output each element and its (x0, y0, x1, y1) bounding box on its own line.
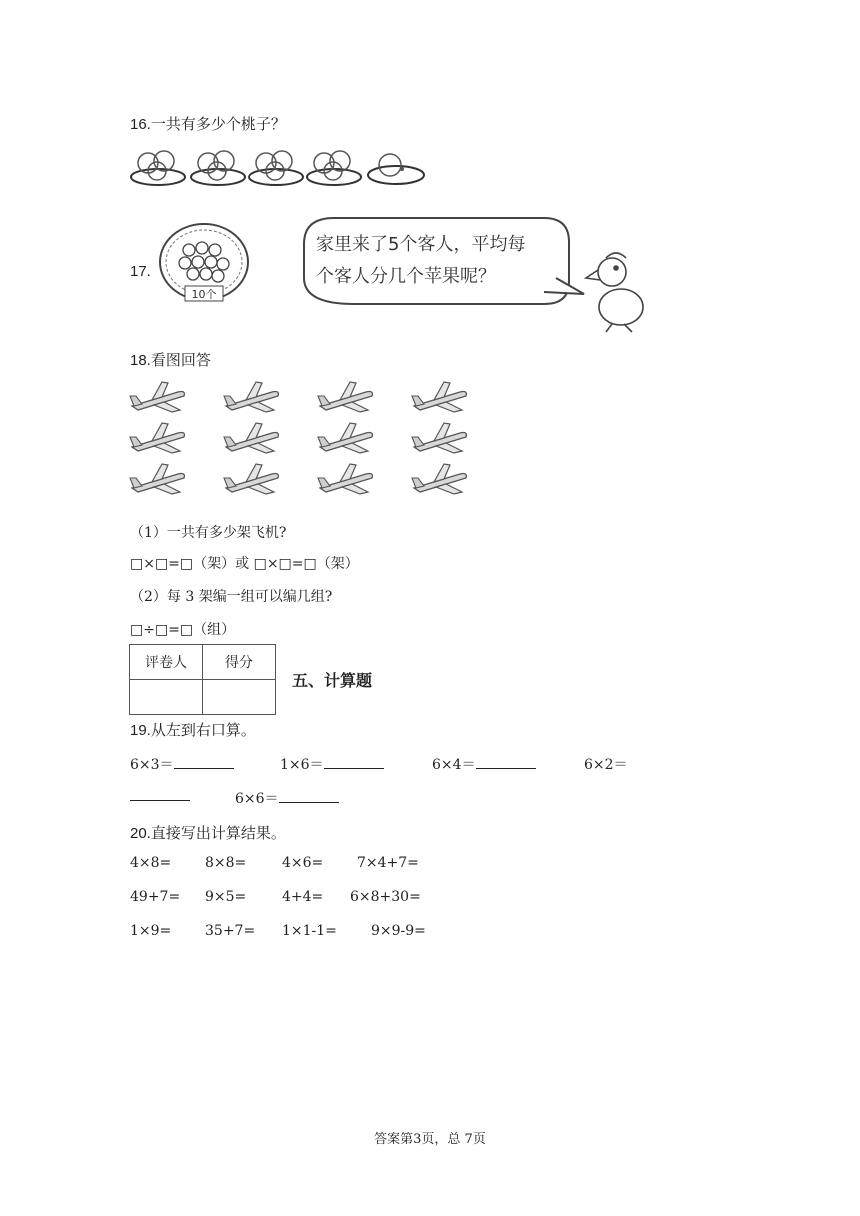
bubble-line-2: 个客人分几个苹果呢？ (316, 266, 496, 287)
q19-item-5-text: 6×6＝ (235, 791, 279, 807)
q20-row-1-col-4: 7×4+7= (357, 855, 419, 871)
q19-item-2 (280, 754, 384, 774)
q19-item-1-text: 6×3＝ (130, 757, 174, 773)
q20-row-2-col-3: 4+4= (282, 889, 324, 905)
airplane-icon (318, 382, 372, 412)
q19-answer-blank-5[interactable] (279, 790, 339, 803)
q19-item-5 (235, 788, 339, 808)
bubble-line-1: 家里来了5个客人，平均每 (316, 234, 526, 255)
airplane-icon (224, 423, 278, 453)
question-18-formula2: □÷□=□（组） (130, 622, 236, 638)
bird-character-image (586, 253, 643, 332)
question-18-sub2: （2）每 3 架编一组可以编几组? (130, 589, 333, 605)
score-table (129, 644, 276, 715)
q19-answer-blank-3[interactable] (476, 756, 536, 769)
apple-basket-image (155, 222, 253, 306)
basket-label: 10个 (191, 288, 217, 301)
q20-row-2-col-4: 6×8+30= (350, 889, 421, 905)
q19-answer-blank-2[interactable] (324, 756, 384, 769)
peach-plate-5 (368, 154, 424, 184)
airplane-icon (224, 382, 278, 412)
peach-plate-1 (131, 151, 185, 185)
q19-item-2-text: 1×6＝ (280, 757, 324, 773)
question-18-title: 18.看图回答 (130, 352, 211, 369)
q20-row-3-col-2: 35+7= (205, 923, 256, 939)
q19-item-3 (432, 754, 536, 774)
q20-row-3-col-1: 1×9= (130, 923, 172, 939)
q19-item-4-text: 6×2＝ (584, 757, 628, 773)
question-20-title: 20.直接写出计算结果。 (130, 825, 286, 842)
page-footer: 答案第3页，总 7页 (374, 1132, 486, 1147)
score-table-header-score: 得分 (203, 645, 276, 680)
q19-item-4 (584, 754, 628, 774)
q19-answer-blank-1[interactable] (174, 756, 234, 769)
peach-plate-2 (191, 151, 245, 185)
score-table-score-cell[interactable] (203, 680, 276, 715)
question-18-sub1: （1）一共有多少架飞机? (130, 525, 287, 541)
airplane-icon (130, 464, 184, 494)
q19-answer-blank-4[interactable] (130, 788, 190, 801)
q20-row-3-col-3: 1×1-1= (282, 923, 337, 939)
q20-row-2-col-2: 9×5= (205, 889, 247, 905)
q20-row-3-col-4: 9×9-9= (371, 923, 426, 939)
airplane-icon (318, 423, 372, 453)
airplane-icon (130, 423, 184, 453)
peach-plate-4 (307, 151, 361, 185)
airplane-icon (412, 423, 466, 453)
q20-row-2-col-1: 49+7= (130, 889, 181, 905)
section-5-title: 五、计算题 (292, 673, 373, 690)
q20-row-1-col-3: 4×6= (282, 855, 324, 871)
q20-row-1-col-1: 4×8= (130, 855, 172, 871)
question-18-formula1: □×□=□（架）或 □×□=□（架） (130, 556, 359, 572)
question-17-number: 17. (130, 263, 151, 280)
q19-item-4-blank-line (130, 788, 190, 805)
airplane-icon (412, 382, 466, 412)
airplanes-grid-image (128, 378, 478, 502)
airplane-icon (130, 382, 184, 412)
q20-row-1-col-2: 8×8= (205, 855, 247, 871)
airplane-icon (412, 464, 466, 494)
peach-plates-image (130, 143, 430, 191)
score-table-grader-cell[interactable] (130, 680, 203, 715)
question-16-title: 16.一共有多少个桃子？ (130, 116, 286, 133)
peach-plate-3 (249, 151, 303, 185)
q19-item-1 (130, 754, 234, 774)
score-table-header-grader: 评卷人 (130, 645, 203, 680)
q19-item-3-text: 6×4＝ (432, 757, 476, 773)
airplane-icon (318, 464, 372, 494)
speech-bubble-image (294, 212, 664, 336)
question-19-title: 19.从左到右口算。 (130, 722, 256, 739)
airplane-icon (224, 464, 278, 494)
